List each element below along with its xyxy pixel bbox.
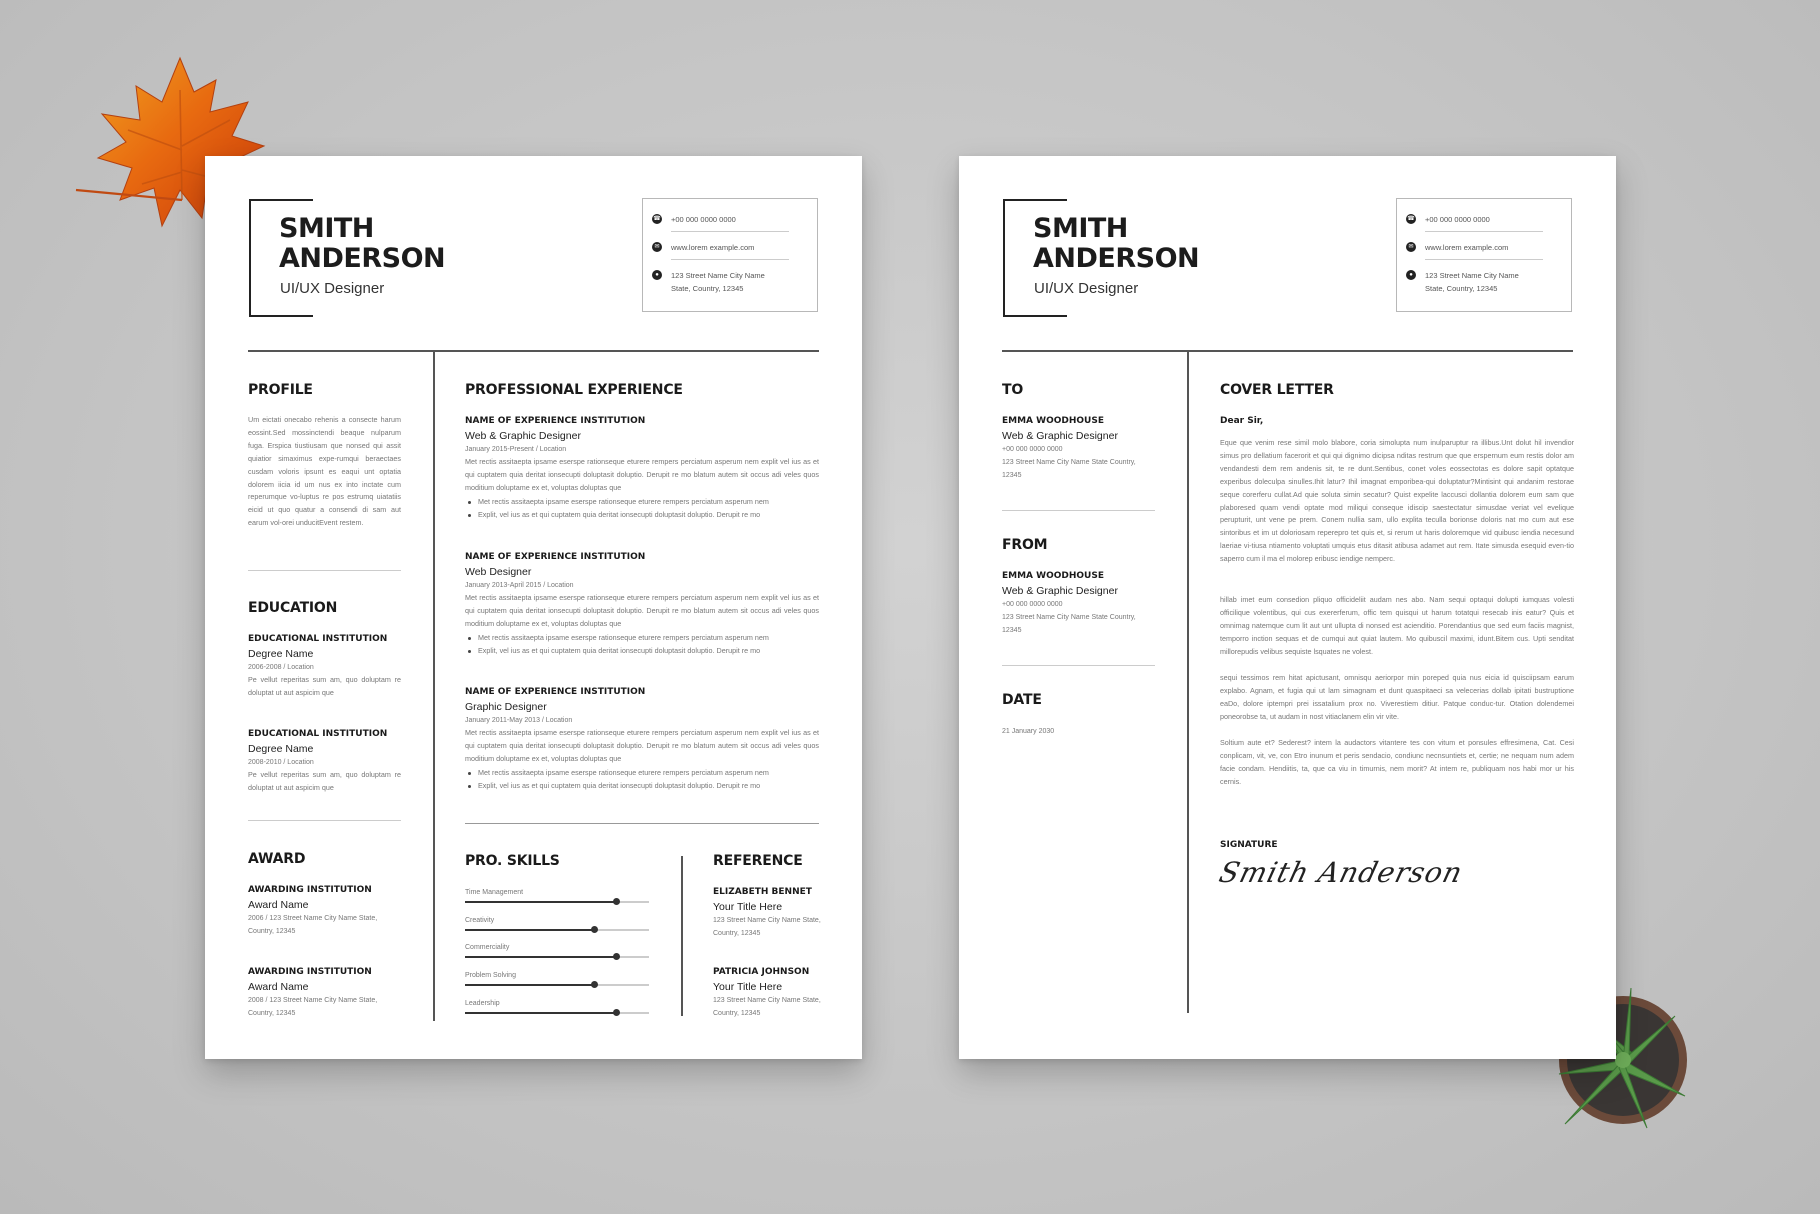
reference-name: ELIZABETH BENNET [713, 887, 812, 897]
education-meta: 2006-2008 / Location [248, 664, 314, 671]
education-title: EDUCATION [248, 600, 338, 616]
skill-label: Commerciality [465, 944, 510, 952]
experience-bullet: Met rectis assitaepta ipsame eserspe rationseque eturere rempers perciatum asperum nem [465, 632, 819, 645]
greeting: Dear Sir, [1220, 416, 1264, 426]
experience-bullets [465, 767, 819, 793]
letter-paragraph: hillab imet eum consedion pliquo officideliit audam nes abo. Nam sequi optaqui dolupti iumquas volesti officilique volentibus, qui cus exererferum, offic tem quisqui ut harum totatqui resecab inis eatur? Quis et omnimag natemque cum lit aut unt ullupta di nonsed est acienditio. Porendantius que sed eum faciis magnist, temporro inction sequas et de cumqui aut quiat lautem. Mo quibuscil maximi, idunt.Bitem cus. Upti senditat millorepudis velibus sequiste lsquates ne volest. [1220, 595, 1574, 656]
experience-meta: January 2011-May 2013 / Location [465, 717, 573, 724]
experience-text: Met rectis assitaepta ipsame eserspe rationseque eturere rempers perciatum asperum nem explit vel ius as et qui cuptatem quia deritat ionsecupti doluptasit doluptio. Derupit re mo blatum autem sit occus adi veles quos moditium doluptame ex et, voluptas doluptas que [465, 593, 819, 628]
contact-divider [671, 231, 789, 232]
from-position: Web & Graphic Designer [1002, 585, 1118, 597]
to-title: TO [1002, 382, 1024, 398]
award-institution: AWARDING INSTITUTION [248, 885, 372, 895]
skill-bar-knob [613, 1009, 620, 1016]
experience-title: PROFESSIONAL EXPERIENCE [465, 382, 683, 398]
phone-icon: ☎ [1407, 216, 1415, 222]
job-role: UI/UX Designer [1034, 280, 1139, 297]
column-divider [1187, 351, 1189, 1013]
header-divider [248, 350, 819, 352]
experience-bullet: Met rectis assitaepta ipsame eserspe rationseque eturere rempers perciatum asperum nem [465, 767, 819, 780]
skill-label: Time Management [465, 889, 524, 896]
experience-bullet: Met rectis assitaepta ipsame eserspe rationseque eturere rempers perciatum asperum nem [465, 496, 819, 509]
location-pin-icon: ● [1406, 270, 1416, 280]
experience-text: Met rectis assitaepta ipsame eserspe rationseque eturere rempers perciatum asperum nem explit vel ius as et qui cuptatem quia deritat ionsecupti doluptasit doluptio. Derupit re mo blatum autem sit occus adi veles quos moditium doluptame ex et, voluptas doluptas que [465, 728, 819, 763]
email-icon: ✉ [652, 242, 662, 252]
signature: Smith Anderson [1215, 856, 1467, 889]
from-address: 123 Street Name City Name State Country, 12345 [1002, 614, 1136, 634]
address-line2: State, Country, 12345 [1425, 284, 1498, 293]
education-institution: EDUCATIONAL INSTITUTION [248, 634, 388, 644]
section-divider [1002, 665, 1155, 666]
letter-paragraph: sequi tessimos rem hitat apictusant, omnisqu aeriorpor min poreped quia nus eicia id quisciipsam earum explabo. Agnam, et fugia qui ut lam simagnam et dunt quaspitaeci sa velecerias dollab ipitati bustruptione eaDo, dolore iptempri prei issatalium prox no. Viverestiem ditiur. Patque conduc-tur. Otation dolendemei poneorobse ta, ut audam in nost vitiaclanem elin vir vite. [1220, 673, 1574, 721]
address-line1: 123 Street Name City Name [671, 271, 765, 280]
education-text: Pe vellut reperitas sum am, quo doluptam re doluptat ut aut aspicim que [248, 770, 401, 792]
education-institution: EDUCATIONAL INSTITUTION [248, 729, 388, 739]
section-divider [248, 570, 401, 571]
education-degree: Degree Name [248, 743, 314, 755]
skill-bar-fill [465, 1012, 616, 1014]
skill-item [465, 889, 649, 903]
education-text: Pe vellut reperitas sum am, quo doluptam re doluptat ut aut aspicim que [248, 675, 401, 697]
education-degree: Degree Name [248, 648, 314, 660]
skill-bar-track [465, 956, 649, 958]
reference-name: PATRICIA JOHNSON [713, 967, 810, 977]
web-text: www.lorem example.com [1425, 243, 1509, 252]
skill-bar-knob [591, 926, 598, 933]
skill-bar-fill [465, 984, 594, 986]
profile-text: Um eictati onecabo rehenis a consecte harum eossint.Sed mossinctendi beaque nulparum fuga. Erspica tiustiusam que nonsed qui assit quiatior simaximus expe-rumqui beraectaes cusdam voloris ipsunt es eaqui unt optatia dolorem iicia id um nus ex into inctate cum reperumque vo-luptus re pos estrumq uiatatiis eicid ut quo quatur a consendi di sam aut earum vol-orei unducitEvent restem. [248, 415, 401, 528]
contact-web [1408, 241, 1509, 254]
reference-title-text: Your Title Here [713, 981, 783, 993]
skills-title: PRO. SKILLS [465, 853, 560, 869]
skill-item [465, 917, 649, 931]
skill-bar-knob [613, 953, 620, 960]
skill-bar-fill [465, 929, 594, 931]
from-title: FROM [1002, 537, 1048, 553]
skill-bar-track [465, 1012, 649, 1014]
experience-meta: January 2013-April 2015 / Location [465, 582, 574, 589]
skill-bar-knob [613, 898, 620, 905]
to-name: EMMA WOODHOUSE [1002, 416, 1104, 426]
date-title: DATE [1002, 692, 1042, 708]
column-divider [433, 351, 435, 1021]
profile-title: PROFILE [248, 382, 313, 398]
award-institution: AWARDING INSTITUTION [248, 967, 372, 977]
job-role: UI/UX Designer [280, 280, 385, 297]
experience-meta: January 2015-Present / Location [465, 446, 567, 453]
award-meta: 2006 / 123 Street Name City Name State, Country, 12345 [248, 915, 378, 935]
address-line2: State, Country, 12345 [671, 284, 744, 293]
skill-bar-fill [465, 956, 616, 958]
skill-item [465, 972, 649, 986]
section-divider [465, 823, 819, 824]
section-divider [1002, 510, 1155, 511]
contact-address [1409, 269, 1519, 295]
skill-bar-fill [465, 901, 616, 903]
contact-phone [653, 213, 736, 226]
experience-text: Met rectis assitaepta ipsame eserspe rationseque eturere rempers perciatum asperum nem explit vel ius as et qui cuptatem quia deritat ionsecupti doluptasit doluptio. Derupit re mo blatum autem sit occus adi veles quos moditium doluptame ex et, voluptas doluptas que [465, 457, 819, 492]
contact-box [642, 198, 818, 312]
contact-divider [1425, 259, 1543, 260]
contact-web [654, 241, 755, 254]
skill-bar-track [465, 984, 649, 986]
phone-text: +00 000 0000 0000 [1425, 215, 1490, 224]
contact-divider [671, 259, 789, 260]
experience-bullet: Explit, vel ius as et qui cuptatem quia deritat ionsecupti doluptasit doluptio. Derupit re mo [465, 509, 819, 522]
from-phone: +00 000 0000 0000 [1002, 601, 1063, 608]
award-meta: 2008 / 123 Street Name City Name State, Country, 12345 [248, 997, 378, 1017]
to-address: 123 Street Name City Name State Country, 12345 [1002, 459, 1136, 479]
to-position: Web & Graphic Designer [1002, 430, 1118, 442]
skill-label: Creativity [465, 916, 495, 924]
reference-address: 123 Street Name City Name State, Country, 12345 [713, 997, 821, 1017]
experience-institution: NAME OF EXPERIENCE INSTITUTION [465, 552, 646, 562]
skill-bar-knob [591, 981, 598, 988]
experience-position: Web & Graphic Designer [465, 430, 581, 442]
letter-paragraph: Soltium aute et? Sederest? intem la audactors vitantere tes con vitum et ponsules effresimena, Cat. Cesi conplicam, vit, ve, con Etro inunum et peris sendacio, condiunc necnsuntiets et, certie; ne nequam num adem facie condam. Hendiitis, ta, que ca viu in timurnis, nem morit? At intem re, publiquam nos habi mor ur his cernis. [1220, 738, 1574, 786]
name-first: SMITH [1033, 213, 1128, 244]
experience-bullets [465, 632, 819, 658]
header-divider [1002, 350, 1573, 352]
name-last: ANDERSON [1033, 243, 1200, 274]
date-value: 21 January 2030 [1002, 728, 1055, 735]
experience-bullet: Explit, vel ius as et qui cuptatem quia deritat ionsecupti doluptasit doluptio. Derupit re mo [465, 780, 819, 793]
award-title: AWARD [248, 851, 306, 867]
contact-phone [1407, 213, 1490, 226]
name-first: SMITH [279, 213, 374, 244]
skill-label: Problem Solving [465, 972, 516, 980]
reference-title: REFERENCE [713, 853, 803, 869]
location-pin-icon: ● [652, 270, 662, 280]
phone-text: +00 000 0000 0000 [671, 215, 736, 224]
letter-paragraph: Eque que venim rese simil molo blabore, coria simolupta num inulparuptur ra illibus.Unt dolut hil invendior simus pro dellatium facerorit et qui qui dignimo dicipsa nditas restrum que que erspernum eum restis dolor am vendandesti dem rem andenis sit, te re dunt.Sentibus, conet voles eossectotas es dolore sapit optatque experibus doleculpa sinulles.Ihit latur? Ihil imagnat emporibea-qui doluptatur?Mintisint qui andanim restorae seque corerferu cullat.Ad quie soluta simin secatur? Quist expelite laccusci dollantia dolorem eum sam que plaboresed quam vendi optate mod miliqui conseque idiscip saestectatur simusdae veriat vel evelique perupturit, unt vene pe prem. Conem nullia sam, ullo explita teculla borionse doloris nat mo cum aut ese sintoribus et im ut doloriosam reperepro tet quis et, si rerum ut haris doloremque vid quibusc iendia necesund laeriae vi-tiusa ntiamento voluptati umquis etus ditasit atibusa adamet aut rem. Itate simusda esequid even-tio saperro cum il ma el molorep eribusc iendige nemperc. [1220, 438, 1574, 564]
skills-reference-divider [681, 856, 683, 1016]
skill-label: Leadership [465, 999, 500, 1007]
contact-divider [1425, 231, 1543, 232]
skill-bar-track [465, 929, 649, 931]
education-meta: 2008-2010 / Location [248, 759, 314, 766]
name-last: ANDERSON [279, 243, 446, 274]
experience-position: Graphic Designer [465, 701, 547, 713]
cover-letter-page [959, 156, 1616, 1059]
contact-address [655, 269, 765, 295]
resume-page [205, 156, 862, 1059]
skill-item [465, 1000, 649, 1014]
cover-letter-title: COVER LETTER [1220, 382, 1334, 398]
skill-bar-track [465, 901, 649, 903]
signature-label: SIGNATURE [1220, 840, 1278, 850]
experience-position: Web Designer [465, 566, 532, 578]
contact-box [1396, 198, 1572, 312]
award-name: Award Name [248, 899, 309, 911]
experience-institution: NAME OF EXPERIENCE INSTITUTION [465, 687, 646, 697]
email-icon: ✉ [1406, 242, 1416, 252]
section-divider [248, 820, 401, 821]
web-text: www.lorem example.com [671, 243, 755, 252]
phone-icon: ☎ [653, 216, 661, 222]
reference-title-text: Your Title Here [713, 901, 783, 913]
to-phone: +00 000 0000 0000 [1002, 446, 1063, 453]
reference-address: 123 Street Name City Name State, Country, 12345 [713, 917, 821, 937]
address-line1: 123 Street Name City Name [1425, 271, 1519, 280]
experience-institution: NAME OF EXPERIENCE INSTITUTION [465, 416, 646, 426]
skill-item [465, 944, 649, 958]
from-name: EMMA WOODHOUSE [1002, 571, 1104, 581]
award-name: Award Name [248, 981, 309, 993]
experience-bullets [465, 496, 819, 522]
experience-bullet: Explit, vel ius as et qui cuptatem quia deritat ionsecupti doluptasit doluptio. Derupit re mo [465, 645, 819, 658]
